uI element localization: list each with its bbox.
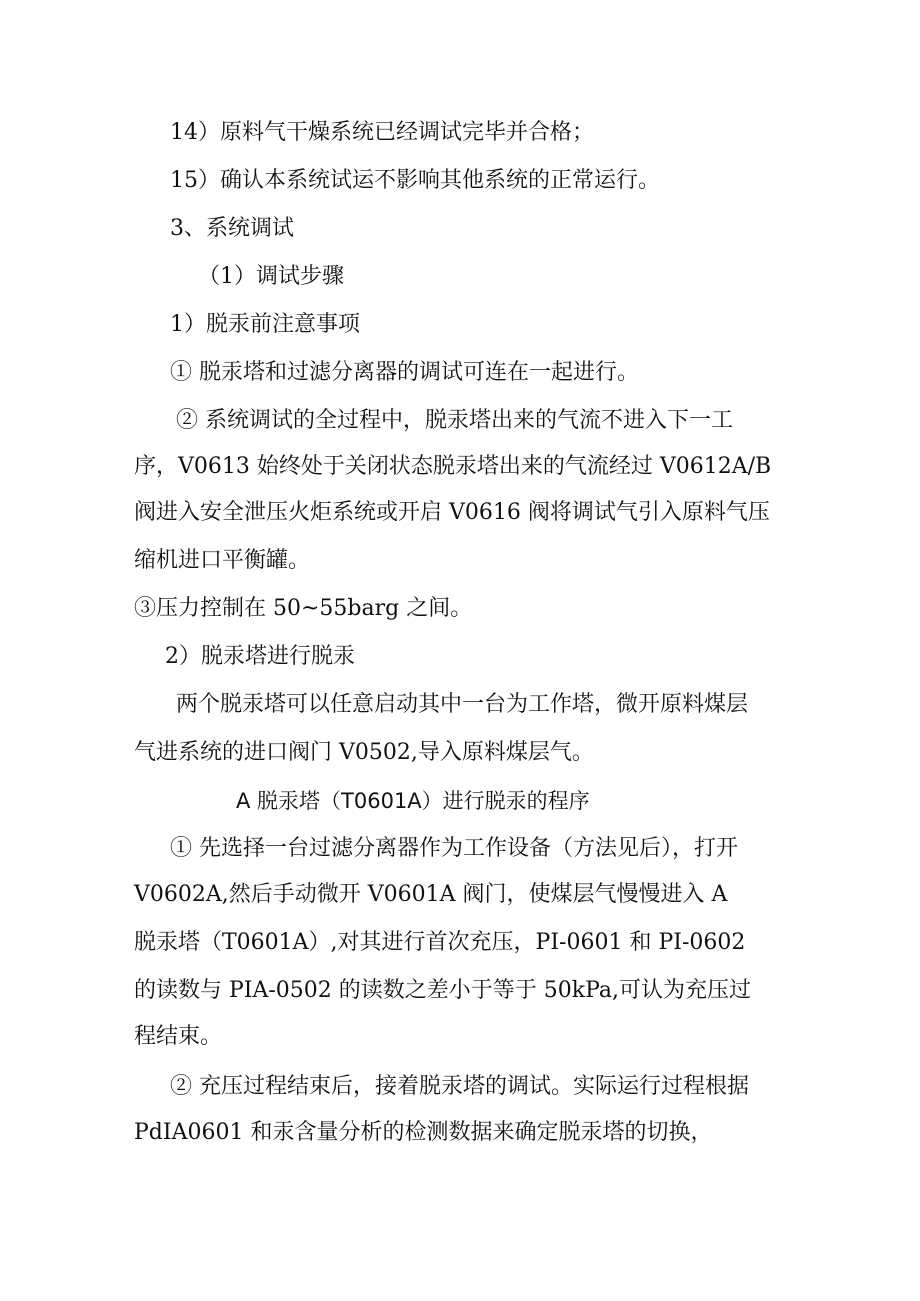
note-item-1: ① 脱汞塔和过滤分离器的调试可连在一起进行。 [170, 360, 639, 385]
subsection-heading-1: （1）调试步骤 [198, 264, 344, 289]
step-heading-1: 1）脱汞前注意事项 [170, 312, 360, 337]
procedure-step-2-line-1: ② 充压过程结束后，接着脱汞塔的调试。实际运行过程根据 [170, 1074, 749, 1099]
note-item-2-line-2: 序，V0613 始终处于关闭状态脱汞塔出来的气流经过 V0612A/B [134, 454, 772, 479]
note-item-2-line-4: 缩机进口平衡罐。 [134, 548, 311, 573]
procedure-step-1-line-2: V0602A,然后手动微开 V0601A 阀门，使煤层气慢慢进入 A [134, 882, 728, 907]
procedure-step-1-line-5: 程结束。 [134, 1024, 223, 1049]
procedure-step-2-line-2: PdIA0601 和汞含量分析的检测数据来确定脱汞塔的切换， [134, 1120, 713, 1145]
procedure-step-1-line-3: 脱汞塔（T0601A）,对其进行首次充压，PI-0601 和 PI-0602 [134, 930, 746, 955]
step-heading-2: 2）脱汞塔进行脱汞 [165, 644, 355, 669]
paragraph-line-1: 两个脱汞塔可以任意启动其中一台为工作塔，微开原料煤层 [176, 692, 749, 717]
section-heading-3: 3、系统调试 [170, 216, 294, 241]
list-item-14: 14）原料气干燥系统已经调试完毕并合格； [170, 120, 594, 145]
note-item-2-line-3: 阀进入安全泄压火炬系统或开启 V0616 阀将调试气引入原料气压 [134, 500, 770, 525]
note-item-3: ③压力控制在 50~55barg 之间。 [134, 596, 473, 621]
procedure-title: A 脱汞塔（T0601A）进行脱汞的程序 [236, 789, 590, 813]
procedure-step-1-line-4: 的读数与 PIA-0502 的读数之差小于等于 50kPa,可认为充压过 [134, 978, 752, 1003]
procedure-step-1-line-1: ① 先选择一台过滤分离器作为工作设备（方法见后），打开 [170, 836, 738, 861]
note-item-2-line-1: ② 系统调试的全过程中，脱汞塔出来的气流不进入下一工 [176, 408, 733, 433]
paragraph-line-2: 气进系统的进口阀门 V0502,导入原料煤层气。 [134, 740, 594, 765]
list-item-15: 15）确认本系统试运不影响其他系统的正常运行。 [170, 168, 660, 193]
